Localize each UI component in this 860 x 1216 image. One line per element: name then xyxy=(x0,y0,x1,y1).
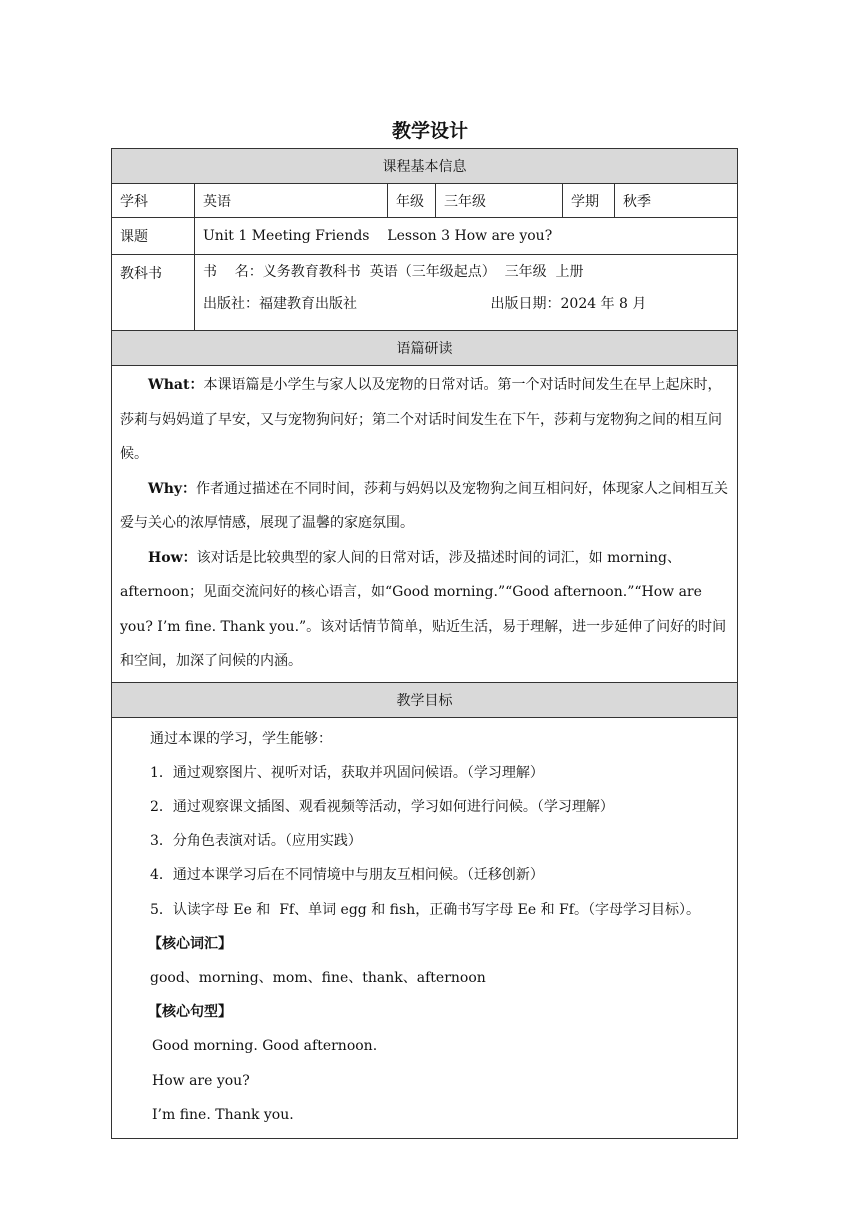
textbook-name-line: 书 名：义务教育教科书 英语（三年级起点） 三年级 上册 xyxy=(203,264,584,280)
grade-label: 年级 xyxy=(388,184,436,218)
text-study-header: 语篇研读 xyxy=(112,331,738,366)
publisher-line: 出版社：福建教育出版社 出版日期：2024 年 8 月 xyxy=(203,296,647,312)
how-paragraph xyxy=(120,541,729,679)
what-label: What： xyxy=(148,377,204,393)
lesson-plan-table xyxy=(111,148,738,1139)
what-paragraph xyxy=(120,368,729,472)
text-study-content xyxy=(112,366,738,683)
objective-item-3: 3．分角色表演对话。（应用实践） xyxy=(150,833,362,850)
page-title: 教学设计 xyxy=(391,120,468,142)
term-value: 秋季 xyxy=(615,184,738,218)
subject-value: 英语 xyxy=(195,184,388,218)
objective-item-1: 1．通过观察图片、视听对话，获取并巩固问候语。（学习理解） xyxy=(150,764,544,781)
textbook-info xyxy=(195,255,738,331)
core-sentence-heading: 【核心句型】 xyxy=(148,1004,232,1021)
how-label: How： xyxy=(148,549,197,566)
term-label: 学期 xyxy=(563,184,615,218)
objectives-content xyxy=(112,717,738,1138)
why-paragraph xyxy=(120,472,729,541)
objectives-intro: 通过本课的学习，学生能够： xyxy=(150,730,332,747)
what-text: 本课语篇是小学生与家人以及宠物的日常对话。第一个对话时间发生在早上起床时，莎莉与妈妈道了早安，又与宠物狗问好；第二个对话时间发生在下午，莎莉与宠物狗之间的相互问候。 xyxy=(120,377,722,462)
core-sentence-1: Good morning. Good afternoon. xyxy=(152,1038,378,1055)
textbook-label: 教科书 xyxy=(112,255,195,331)
objective-item-5: 5．认读字母 Ee 和 Ff、单词 egg 和 fish，正确书写字母 Ee 和 Ff。（字母学习目标）。 xyxy=(150,901,700,918)
basic-info-header: 课程基本信息 xyxy=(112,149,738,184)
objective-item-2: 2．通过观察课文插图、观看视频等活动，学习如何进行问候。（学习理解） xyxy=(150,798,614,815)
core-sentence-3: I’m fine. Thank you. xyxy=(152,1106,294,1123)
why-label: Why： xyxy=(148,480,197,497)
grade-value: 三年级 xyxy=(436,184,563,218)
topic-label: 课题 xyxy=(112,218,195,255)
objectives-header: 教学目标 xyxy=(112,682,738,717)
topic-value: Unit 1 Meeting Friends Lesson 3 How are you? xyxy=(195,218,738,255)
why-text: 作者通过描述在不同时间，莎莉与妈妈以及宠物狗之间互相问好，体现家人之间相互关爱与关心的浓厚情感，展现了温馨的家庭氛围。 xyxy=(120,480,729,531)
subject-label: 学科 xyxy=(112,184,195,218)
core-vocab-list: good、morning、mom、fine、thank、afternoon xyxy=(150,969,486,986)
core-vocab-heading: 【核心词汇】 xyxy=(148,935,232,952)
objective-item-4: 4．通过本课学习后在不同情境中与朋友互相问候。（迁移创新） xyxy=(150,867,544,884)
how-text: 该对话是比较典型的家人间的日常对话，涉及描述时间的词汇，如 morning、afternoon；见面交流问好的核心语言，如“Good morning.”“Good afternoon.”“How are you? I’m fine. Thank you.”。该对话情节简单，贴近生活，易于理解，进一步延伸了问好的时间和空间，加深了问候的内涵。 xyxy=(120,549,727,669)
core-sentence-2: How are you? xyxy=(152,1072,250,1089)
